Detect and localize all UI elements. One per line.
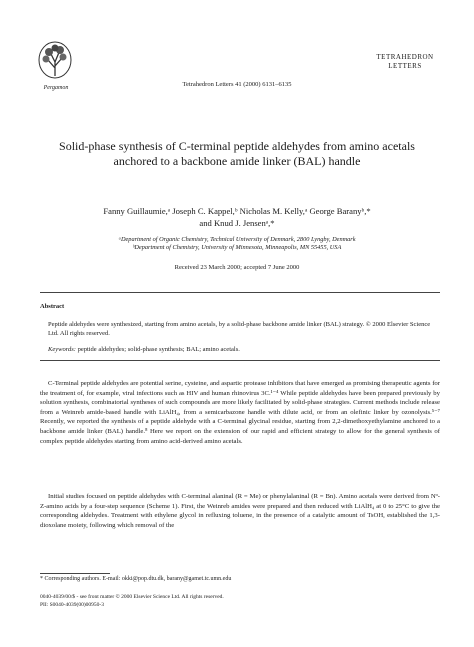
affiliations	[40, 236, 434, 252]
divider-top	[40, 292, 440, 293]
keywords-list: peptide aldehydes; solid-phase synthesis; BAL; amino acetals.	[75, 346, 240, 353]
body-paragraph-1	[40, 379, 440, 446]
abstract-text: Peptide aldehydes were synthesized, starting from amino acetals, by a solid-phase backbone amide linker (BAL) strategy. © 2000 Elsevier Science Ltd. All rights reserved.	[48, 321, 431, 338]
footnote-divider	[40, 573, 110, 574]
article-title: Solid-phase synthesis of C-terminal peptide aldehydes from amino acetals anchored to a backbone amide linker (BAL) handle	[59, 139, 415, 168]
body-paragraph-1-text: C-Terminal peptide aldehydes are potential serine, cysteine, and aspartic protease inhibitors that have emerged as promising therapeutic agents for the treatment of, for example, viral infections such as HIV and human rhinovirus 3C.¹⁻⁴ While peptide aldehydes have been prepared previously by solution synthesis, combinatorial syntheses of such compounds are more likely facilitated by solid-phase strategies. Current methods include release from a Weinreb amide-based handle with LiAlH₄, from a semicarbazone handle with dilute acid, or from an olefinic linker by ozonolysis.⁵⁻⁷ Recently, we reported the synthesis of a peptide aldehyde with a C-terminal glycinal residue, starting from 2,2-dimethoxyethylamine anchored to a backbone amide linker (BAL) handle.⁸ Here we report on the extension of our rapid and efficient strategy to allow for the general synthesis of complex peptide aldehydes starting from amino acid-derived amino acetals.	[40, 380, 440, 445]
keywords-label: Keywords:	[48, 346, 76, 353]
abstract-heading: Abstract	[40, 303, 65, 310]
author-list	[40, 205, 434, 229]
publisher-motto: Pergamon	[43, 85, 69, 91]
corresponding-author-footnote: * Corresponding authors. E-mail: okki@pop.dtu.dk, barany@gamet.tc.umn.edu	[40, 576, 232, 582]
body-paragraph-2	[40, 492, 440, 530]
divider-bottom	[40, 360, 440, 361]
affiliation-a: ᵃDepartment of Organic Chemistry, Technical University of Denmark, 2800 Lyngby, Denmark	[118, 236, 356, 243]
received-dates: Received 23 March 2000; accepted 7 June 2000	[174, 264, 300, 271]
journal-citation: Tetrahedron Letters 41 (2000) 6131–6135	[182, 81, 292, 88]
copyright-block	[40, 593, 224, 609]
publisher-logo	[36, 40, 74, 86]
authors-line2: and Knud J. Jensenᵃ,*	[199, 218, 275, 228]
journal-name-line1: TETRAHEDRON	[376, 53, 434, 61]
affiliation-b: ᵇDepartment of Chemistry, University of Minnesota, Minneapolis, MN 55455, USA	[132, 244, 342, 251]
copyright-line1: 0040-4039/00/$ - see front matter © 2000 Elsevier Science Ltd. All rights reserved.	[40, 594, 224, 600]
body-paragraph-2-text: Initial studies focused on peptide aldehydes with C-terminal alaninal (R = Me) or phenylalaninal (R = Bn). Amino acetals were derived from Nᵅ-Z-amino acids by a four-step sequence (Scheme 1). First, the Weinreb amides were prepared and then reduced with LiAlH₄ at 0 to 25°C to give the corresponding aldehydes. Treatment with ethylene glycol in refluxing toluene, in the presence of a catalytic amount of TsOH, established the 1,3-dioxolane moiety, following which removal of the	[40, 493, 440, 529]
keywords	[48, 346, 436, 353]
journal-name	[370, 53, 440, 71]
copyright-line2: PII: S0040-4039(00)00950-3	[40, 602, 105, 608]
authors-line1: Fanny Guillaumie,ᵃ Joseph C. Kappel,ᵇ Nicholas M. Kelly,ᵃ George Baranyᵇ,*	[103, 206, 371, 216]
journal-name-line2: LETTERS	[388, 62, 422, 70]
